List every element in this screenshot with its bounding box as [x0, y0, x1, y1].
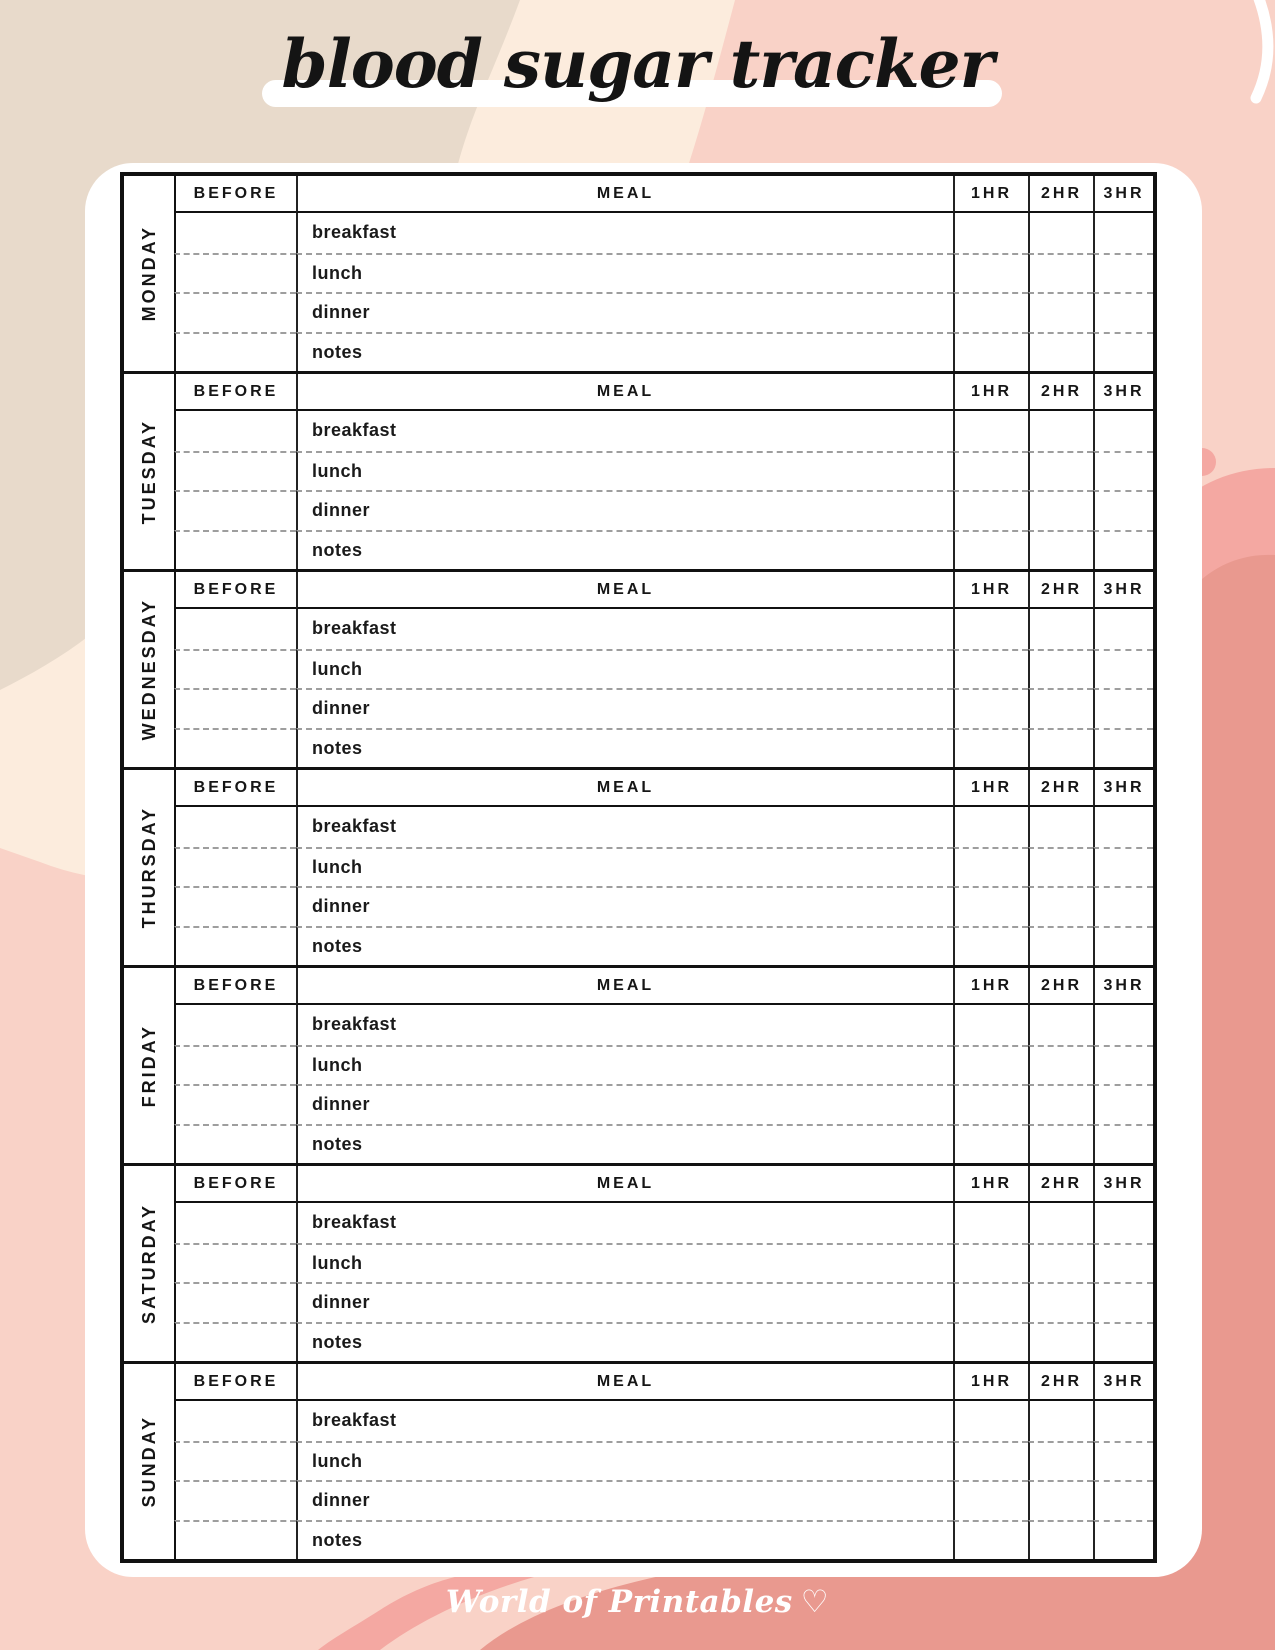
- meal-entry-cell[interactable]: [296, 1520, 953, 1560]
- hr3-value-cell[interactable]: [1093, 451, 1153, 491]
- day-label: TUESDAY: [138, 418, 159, 525]
- hr1-value-cell[interactable]: [953, 490, 1028, 530]
- hr3-value-cell[interactable]: [1093, 1124, 1153, 1164]
- column-header-3hr: 3HR: [1093, 968, 1153, 1005]
- meal-row-label: notes: [312, 1331, 363, 1352]
- before-value-cell[interactable]: [174, 926, 296, 966]
- meal-row-label: lunch: [312, 658, 363, 679]
- hr3-value-cell[interactable]: [1093, 886, 1153, 926]
- before-value-cell[interactable]: [174, 1480, 296, 1520]
- meal-row-label: breakfast: [312, 222, 397, 243]
- day-cell: [124, 572, 174, 767]
- before-value-cell[interactable]: [174, 1282, 296, 1322]
- column-header-meal: MEAL: [296, 176, 953, 213]
- hr1-value-cell[interactable]: [953, 213, 1028, 253]
- hr3-value-cell[interactable]: [1093, 688, 1153, 728]
- hr1-value-cell[interactable]: [953, 1480, 1028, 1520]
- hr3-value-cell[interactable]: [1093, 1203, 1153, 1243]
- meal-row-label: notes: [312, 341, 363, 362]
- hr3-value-cell[interactable]: [1093, 253, 1153, 293]
- hr2-value-cell[interactable]: [1028, 292, 1093, 332]
- hr1-value-cell[interactable]: [953, 1520, 1028, 1560]
- hr1-value-cell[interactable]: [953, 292, 1028, 332]
- hr2-value-cell[interactable]: [1028, 1441, 1093, 1481]
- day-block: [124, 1361, 1153, 1559]
- hr2-value-cell[interactable]: [1028, 847, 1093, 887]
- column-header-3hr: 3HR: [1093, 770, 1153, 807]
- before-value-cell[interactable]: [174, 609, 296, 649]
- before-value-cell[interactable]: [174, 847, 296, 887]
- hr2-value-cell[interactable]: [1028, 1084, 1093, 1124]
- hr3-value-cell[interactable]: [1093, 1441, 1153, 1481]
- before-value-cell[interactable]: [174, 807, 296, 847]
- before-value-cell[interactable]: [174, 1005, 296, 1045]
- hr2-value-cell[interactable]: [1028, 1124, 1093, 1164]
- meal-entry-cell[interactable]: [296, 1005, 953, 1045]
- hr1-value-cell[interactable]: [953, 807, 1028, 847]
- hr2-value-cell[interactable]: [1028, 807, 1093, 847]
- day-cell: [124, 1166, 174, 1361]
- column-header-3hr: 3HR: [1093, 1364, 1153, 1401]
- hr1-value-cell[interactable]: [953, 253, 1028, 293]
- meal-row-label: breakfast: [312, 618, 397, 639]
- hr1-value-cell[interactable]: [953, 1084, 1028, 1124]
- meal-entry-cell[interactable]: [296, 530, 953, 570]
- hr1-value-cell[interactable]: [953, 1203, 1028, 1243]
- hr2-value-cell[interactable]: [1028, 1282, 1093, 1322]
- before-value-cell[interactable]: [174, 688, 296, 728]
- hr2-value-cell[interactable]: [1028, 609, 1093, 649]
- hr1-value-cell[interactable]: [953, 451, 1028, 491]
- before-value-cell[interactable]: [174, 1045, 296, 1085]
- column-header-meal: MEAL: [296, 1166, 953, 1203]
- meal-entry-cell[interactable]: [296, 451, 953, 491]
- column-header-3hr: 3HR: [1093, 572, 1153, 609]
- day-cell: [124, 770, 174, 965]
- meal-entry-cell[interactable]: [296, 1401, 953, 1441]
- hr3-value-cell[interactable]: [1093, 1282, 1153, 1322]
- column-header-before: BEFORE: [174, 770, 296, 807]
- hr2-value-cell[interactable]: [1028, 213, 1093, 253]
- meal-row-label: notes: [312, 539, 363, 560]
- hr2-value-cell[interactable]: [1028, 1520, 1093, 1560]
- meal-row-label: dinner: [312, 500, 371, 521]
- tracker-card: [85, 163, 1202, 1577]
- hr1-value-cell[interactable]: [953, 1124, 1028, 1164]
- hr2-value-cell[interactable]: [1028, 926, 1093, 966]
- hr1-value-cell[interactable]: [953, 1322, 1028, 1362]
- meal-entry-cell[interactable]: [296, 1282, 953, 1322]
- before-value-cell[interactable]: [174, 253, 296, 293]
- meal-row-label: lunch: [312, 460, 363, 481]
- day-cell: [124, 968, 174, 1163]
- day-label: THURSDAY: [138, 806, 159, 929]
- hr1-value-cell[interactable]: [953, 332, 1028, 372]
- meal-row-label: notes: [312, 935, 363, 956]
- hr1-value-cell[interactable]: [953, 411, 1028, 451]
- day-block: [124, 1163, 1153, 1361]
- meal-row-label: breakfast: [312, 816, 397, 837]
- hr1-value-cell[interactable]: [953, 886, 1028, 926]
- hr3-value-cell[interactable]: [1093, 292, 1153, 332]
- hr1-value-cell[interactable]: [953, 609, 1028, 649]
- before-value-cell[interactable]: [174, 213, 296, 253]
- column-header-3hr: 3HR: [1093, 1166, 1153, 1203]
- column-header-2hr: 2HR: [1028, 1166, 1093, 1203]
- meal-entry-cell[interactable]: [296, 1243, 953, 1283]
- hr1-value-cell[interactable]: [953, 688, 1028, 728]
- before-value-cell[interactable]: [174, 1203, 296, 1243]
- day-label: MONDAY: [138, 225, 159, 322]
- meal-row-label: notes: [312, 1133, 363, 1154]
- column-header-before: BEFORE: [174, 176, 296, 213]
- meal-entry-cell[interactable]: [296, 490, 953, 530]
- hr2-value-cell[interactable]: [1028, 1045, 1093, 1085]
- meal-entry-cell[interactable]: [296, 1045, 953, 1085]
- footer-logo: [0, 1584, 1275, 1620]
- hr3-value-cell[interactable]: [1093, 1243, 1153, 1283]
- hr1-value-cell[interactable]: [953, 1401, 1028, 1441]
- before-value-cell[interactable]: [174, 332, 296, 372]
- hr2-value-cell[interactable]: [1028, 1401, 1093, 1441]
- meal-row-label: lunch: [312, 856, 363, 877]
- day-block: [124, 371, 1153, 569]
- column-header-3hr: 3HR: [1093, 374, 1153, 411]
- meal-row-label: dinner: [312, 1094, 371, 1115]
- before-value-cell[interactable]: [174, 530, 296, 570]
- hr2-value-cell[interactable]: [1028, 1005, 1093, 1045]
- meal-entry-cell[interactable]: [296, 926, 953, 966]
- hr2-value-cell[interactable]: [1028, 1480, 1093, 1520]
- before-value-cell[interactable]: [174, 886, 296, 926]
- before-value-cell[interactable]: [174, 649, 296, 689]
- hr2-value-cell[interactable]: [1028, 688, 1093, 728]
- column-header-1hr: 1HR: [953, 572, 1028, 609]
- hr2-value-cell[interactable]: [1028, 490, 1093, 530]
- meal-row-label: lunch: [312, 1450, 363, 1471]
- meal-row-label: lunch: [312, 262, 363, 283]
- before-value-cell[interactable]: [174, 451, 296, 491]
- meal-entry-cell[interactable]: [296, 807, 953, 847]
- before-value-cell[interactable]: [174, 411, 296, 451]
- hr3-value-cell[interactable]: [1093, 649, 1153, 689]
- heart-icon: ♡: [800, 1584, 830, 1620]
- column-header-1hr: 1HR: [953, 1364, 1028, 1401]
- meal-entry-cell[interactable]: [296, 253, 953, 293]
- hr1-value-cell[interactable]: [953, 649, 1028, 689]
- day-cell: [124, 374, 174, 569]
- meal-row-label: lunch: [312, 1252, 363, 1273]
- brand-name: World of Printables: [445, 1584, 793, 1620]
- hr2-value-cell[interactable]: [1028, 1322, 1093, 1362]
- hr1-value-cell[interactable]: [953, 1045, 1028, 1085]
- hr1-value-cell[interactable]: [953, 847, 1028, 887]
- meal-row-label: breakfast: [312, 1212, 397, 1233]
- column-header-2hr: 2HR: [1028, 176, 1093, 213]
- hr2-value-cell[interactable]: [1028, 1203, 1093, 1243]
- before-value-cell[interactable]: [174, 490, 296, 530]
- day-label: FRIDAY: [138, 1023, 159, 1108]
- title-area: [0, 22, 1275, 152]
- meal-entry-cell[interactable]: [296, 1322, 953, 1362]
- hr3-value-cell[interactable]: [1093, 332, 1153, 372]
- tracker-table: [120, 172, 1157, 1563]
- hr3-value-cell[interactable]: [1093, 609, 1153, 649]
- hr1-value-cell[interactable]: [953, 1243, 1028, 1283]
- hr1-value-cell[interactable]: [953, 530, 1028, 570]
- meal-entry-cell[interactable]: [296, 1084, 953, 1124]
- meal-row-label: dinner: [312, 896, 371, 917]
- hr1-value-cell[interactable]: [953, 1282, 1028, 1322]
- day-block: [124, 176, 1153, 371]
- column-header-before: BEFORE: [174, 968, 296, 1005]
- day-cell: [124, 1364, 174, 1559]
- column-header-1hr: 1HR: [953, 176, 1028, 213]
- day-block: [124, 569, 1153, 767]
- meal-entry-cell[interactable]: [296, 1124, 953, 1164]
- meal-row-label: breakfast: [312, 1410, 397, 1431]
- hr1-value-cell[interactable]: [953, 1005, 1028, 1045]
- column-header-3hr: 3HR: [1093, 176, 1153, 213]
- before-value-cell[interactable]: [174, 1322, 296, 1362]
- hr3-value-cell[interactable]: [1093, 728, 1153, 768]
- meal-entry-cell[interactable]: [296, 609, 953, 649]
- meal-row-label: dinner: [312, 302, 371, 323]
- hr3-value-cell[interactable]: [1093, 847, 1153, 887]
- column-header-1hr: 1HR: [953, 770, 1028, 807]
- meal-row-label: breakfast: [312, 420, 397, 441]
- column-header-before: BEFORE: [174, 1364, 296, 1401]
- meal-entry-cell[interactable]: [296, 886, 953, 926]
- hr2-value-cell[interactable]: [1028, 411, 1093, 451]
- hr3-value-cell[interactable]: [1093, 926, 1153, 966]
- meal-row-label: dinner: [312, 1490, 371, 1511]
- meal-entry-cell[interactable]: [296, 847, 953, 887]
- hr3-value-cell[interactable]: [1093, 1045, 1153, 1085]
- column-header-meal: MEAL: [296, 770, 953, 807]
- meal-entry-cell[interactable]: [296, 411, 953, 451]
- column-header-2hr: 2HR: [1028, 770, 1093, 807]
- meal-entry-cell[interactable]: [296, 688, 953, 728]
- hr2-value-cell[interactable]: [1028, 253, 1093, 293]
- hr1-value-cell[interactable]: [953, 926, 1028, 966]
- meal-entry-cell[interactable]: [296, 1203, 953, 1243]
- hr2-value-cell[interactable]: [1028, 886, 1093, 926]
- hr3-value-cell[interactable]: [1093, 213, 1153, 253]
- day-label: SATURDAY: [138, 1202, 159, 1324]
- column-header-2hr: 2HR: [1028, 968, 1093, 1005]
- column-header-before: BEFORE: [174, 1166, 296, 1203]
- day-block: [124, 965, 1153, 1163]
- column-header-2hr: 2HR: [1028, 1364, 1093, 1401]
- column-header-meal: MEAL: [296, 374, 953, 411]
- hr3-value-cell[interactable]: [1093, 530, 1153, 570]
- before-value-cell[interactable]: [174, 1084, 296, 1124]
- meal-entry-cell[interactable]: [296, 332, 953, 372]
- before-value-cell[interactable]: [174, 1441, 296, 1481]
- page-title: blood sugar tracker: [281, 25, 994, 103]
- hr2-value-cell[interactable]: [1028, 332, 1093, 372]
- column-header-meal: MEAL: [296, 968, 953, 1005]
- meal-entry-cell[interactable]: [296, 728, 953, 768]
- hr3-value-cell[interactable]: [1093, 1084, 1153, 1124]
- hr3-value-cell[interactable]: [1093, 1480, 1153, 1520]
- meal-row-label: notes: [312, 1529, 363, 1550]
- meal-row-label: notes: [312, 737, 363, 758]
- hr2-value-cell[interactable]: [1028, 649, 1093, 689]
- column-header-1hr: 1HR: [953, 1166, 1028, 1203]
- before-value-cell[interactable]: [174, 1401, 296, 1441]
- meal-entry-cell[interactable]: [296, 213, 953, 253]
- hr2-value-cell[interactable]: [1028, 1243, 1093, 1283]
- column-header-before: BEFORE: [174, 374, 296, 411]
- meal-row-label: breakfast: [312, 1014, 397, 1035]
- hr3-value-cell[interactable]: [1093, 1005, 1153, 1045]
- column-header-2hr: 2HR: [1028, 572, 1093, 609]
- hr1-value-cell[interactable]: [953, 728, 1028, 768]
- day-block: [124, 767, 1153, 965]
- before-value-cell[interactable]: [174, 728, 296, 768]
- day-cell: [124, 176, 174, 371]
- column-header-meal: MEAL: [296, 1364, 953, 1401]
- hr2-value-cell[interactable]: [1028, 728, 1093, 768]
- hr3-value-cell[interactable]: [1093, 1401, 1153, 1441]
- hr3-value-cell[interactable]: [1093, 1322, 1153, 1362]
- meal-entry-cell[interactable]: [296, 649, 953, 689]
- before-value-cell[interactable]: [174, 1243, 296, 1283]
- column-header-before: BEFORE: [174, 572, 296, 609]
- column-header-1hr: 1HR: [953, 968, 1028, 1005]
- column-header-2hr: 2HR: [1028, 374, 1093, 411]
- hr3-value-cell[interactable]: [1093, 490, 1153, 530]
- column-header-1hr: 1HR: [953, 374, 1028, 411]
- meal-row-label: lunch: [312, 1054, 363, 1075]
- before-value-cell[interactable]: [174, 1124, 296, 1164]
- hr3-value-cell[interactable]: [1093, 807, 1153, 847]
- hr2-value-cell[interactable]: [1028, 451, 1093, 491]
- hr3-value-cell[interactable]: [1093, 411, 1153, 451]
- before-value-cell[interactable]: [174, 292, 296, 332]
- hr2-value-cell[interactable]: [1028, 530, 1093, 570]
- day-label: WEDNESDAY: [138, 598, 159, 741]
- meal-row-label: dinner: [312, 698, 371, 719]
- meal-entry-cell[interactable]: [296, 292, 953, 332]
- hr1-value-cell[interactable]: [953, 1441, 1028, 1481]
- hr3-value-cell[interactable]: [1093, 1520, 1153, 1560]
- day-label: SUNDAY: [138, 1415, 159, 1508]
- meal-entry-cell[interactable]: [296, 1480, 953, 1520]
- meal-entry-cell[interactable]: [296, 1441, 953, 1481]
- before-value-cell[interactable]: [174, 1520, 296, 1560]
- meal-row-label: dinner: [312, 1292, 371, 1313]
- column-header-meal: MEAL: [296, 572, 953, 609]
